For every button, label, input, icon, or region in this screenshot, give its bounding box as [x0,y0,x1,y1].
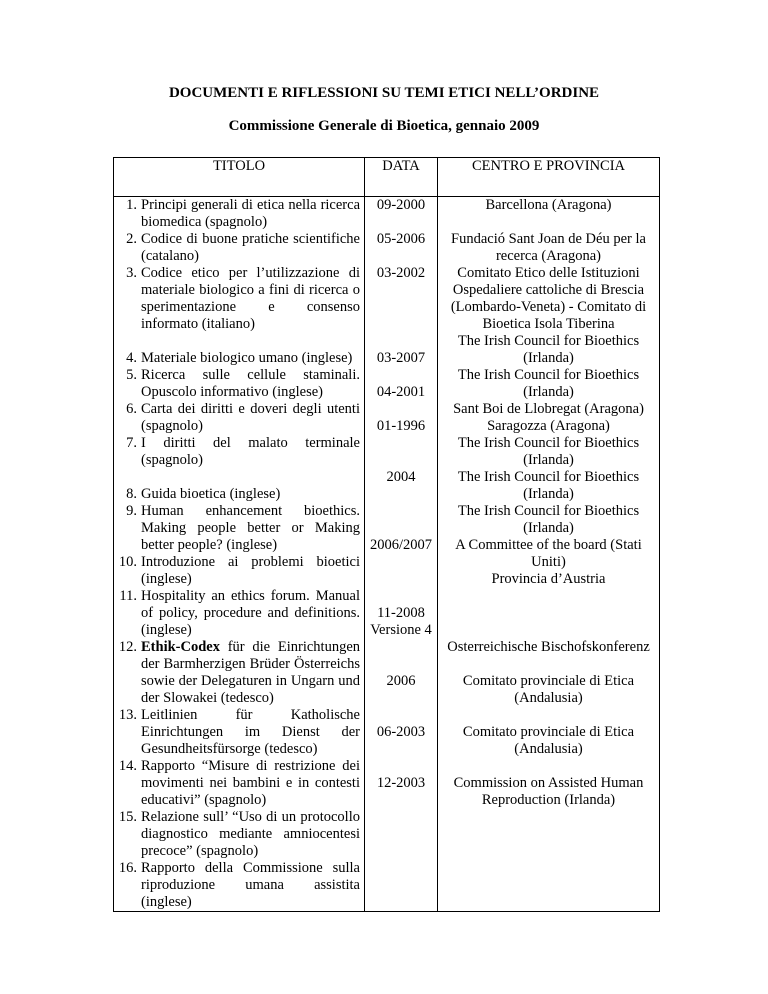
column-header-data: DATA [365,158,438,197]
list-item [114,809,364,860]
column-header-centro: CENTRO E PROVINCIA [438,158,660,197]
list-item [114,350,364,367]
item-date: 09-2000 [376,197,426,213]
title-list [114,197,364,911]
item-title: Principi generali di etica nella ricerca biomedica (spagnolo) [141,197,360,230]
item-number: 8. [126,486,137,502]
item-date: 11-2008 Versione 4 [370,605,432,638]
item-number: 5. [126,367,137,383]
item-center: Commission on Assisted Human Reproduction (Irlanda) [453,775,644,808]
item-number: 10. [118,554,137,570]
center-list [438,197,659,809]
list-item [114,435,364,469]
item-number: 6. [126,401,137,417]
list-item [114,554,364,588]
page-title: DOCUMENTI E RIFLESSIONI SU TEMI ETICI NELL’ORDINE [168,85,600,101]
item-date: 2006/2007 [369,537,433,553]
item-title: Rapporto della Commissione sulla riproduzione umana assistita (inglese) [141,860,360,910]
item-number: 4. [126,350,137,366]
item-number: 11. [119,588,137,604]
item-number: 9. [126,503,137,519]
item-date: 12-2003 [376,775,426,791]
item-number: 14. [118,758,137,774]
list-item [114,265,364,333]
list-item [114,401,364,435]
item-date: 06-2003 [376,724,426,740]
item-center: Provincia d’Austria [491,571,606,587]
item-center: A Committee of the board (Stati Uniti) [455,537,642,570]
list-item [114,758,364,809]
item-center: The Irish Council for Bioethics (Irlanda) [457,503,640,536]
list-item [114,707,364,758]
item-title-bold: Ethik-Codex [141,639,220,655]
item-center: Saragozza (Aragona) [487,418,610,434]
list-item [114,367,364,401]
item-title: Hospitality an ethics forum. Manual of policy, procedure and definitions. (inglese) [141,588,360,638]
item-title: I diritti del malato terminale (spagnolo) [141,435,360,468]
item-number: 13. [118,707,137,723]
titles-cell [114,197,365,912]
item-title: Ricerca sulle cellule staminali. Opuscolo informativo (inglese) [141,367,360,400]
item-title-text: für die Einrichtungen der Barmherzigen Brüder Österreichs sowie der Delegaturen in Ungarn und der Slowakei (tedesco) [141,639,360,706]
item-center: Osterreichische Bischofskonferenz [447,639,650,655]
item-date: 2004 [386,469,416,485]
dates-cell [365,197,438,912]
documents-table [113,157,660,912]
item-title: Rapporto “Misure di restrizione dei movimenti nei bambini e in contesti educativi” (spagnolo) [141,758,360,808]
item-date: 05-2006 [376,231,426,247]
list-item [114,231,364,265]
list-item [114,860,364,911]
item-center: The Irish Council for Bioethics (Irlanda) [457,435,640,468]
item-center: Barcellona (Aragona) [485,197,612,213]
item-number: 2. [126,231,137,247]
item-center: Comitato Etico delle Istituzioni Ospedaliere cattoliche di Brescia (Lombardo-Veneta) - Comitato di Bioetica Isola Tiberina [450,265,647,332]
table-header-row [114,158,660,197]
item-center: The Irish Council for Bioethics (Irlanda) [457,367,640,400]
list-item [114,197,364,231]
item-title: Guida bioetica (inglese) [141,486,281,502]
item-center: Comitato provinciale di Etica (Andalusia) [462,724,635,757]
item-title: Codice di buone pratiche scientifiche (catalano) [141,231,360,264]
list-item [114,503,364,554]
item-date: 03-2002 [376,265,426,281]
item-date: 01-1996 [376,418,426,434]
item-center: Fundació Sant Joan de Déu per la recerca (Aragona) [451,231,646,264]
item-date: 2006 [386,673,416,689]
item-center: Sant Boi de Llobregat (Aragona) [453,401,644,417]
item-date: 04-2001 [376,384,426,400]
item-number: 3. [126,265,137,281]
item-center: The Irish Council for Bioethics (Irlanda) [457,333,640,366]
item-title: Materiale biologico umano (inglese) [141,350,353,366]
item-number: 12. [118,639,137,655]
centers-cell [438,197,660,912]
table-body-row [114,197,660,912]
item-title: Relazione sull’ “Uso di un protocollo diagnostico mediante amniocentesi precoce” (spagnolo) [141,809,360,859]
item-title [141,639,364,707]
item-title: Leitlinien für Katholische Einrichtungen im Dienst der Gesundheitsfürsorge (tedesco) [141,707,360,757]
item-center: Comitato provinciale di Etica (Andalusia) [462,673,635,706]
page-subtitle: Commissione Generale di Bioetica, gennaio 2009 [228,118,540,134]
item-title: Human enhancement bioethics. Making people better or Making better people? (inglese) [141,503,360,553]
item-number: 16. [118,860,137,876]
item-number: 1. [126,197,137,213]
item-center: The Irish Council for Bioethics (Irlanda) [457,469,640,502]
item-title: Codice etico per l’utilizzazione di materiale biologico a fini di ricerca o sperimentazione e consenso informato (italiano) [141,265,360,332]
list-item [114,486,364,503]
list-item [114,639,364,707]
date-list [365,197,437,792]
item-number: 15. [118,809,137,825]
list-item [114,588,364,639]
column-header-titolo: TITOLO [114,158,365,197]
item-title: Carta dei diritti e doveri degli utenti (spagnolo) [141,401,360,434]
item-title: Introduzione ai problemi bioetici (inglese) [141,554,360,587]
item-date: 03-2007 [376,350,426,366]
item-number: 7. [126,435,137,451]
